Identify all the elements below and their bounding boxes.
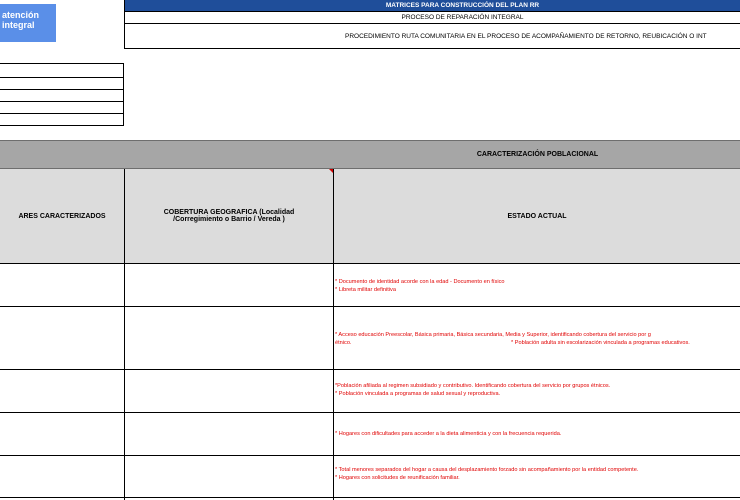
grid-hline bbox=[0, 497, 740, 498]
grid-vline bbox=[333, 169, 334, 500]
form-row-divider bbox=[0, 113, 123, 114]
form-row-divider bbox=[0, 89, 123, 90]
row-text: * Documento de identidad acorde con la edad - Documento en físico bbox=[335, 279, 505, 285]
header-subtitle: PROCESO DE REPARACIÓN INTEGRAL bbox=[124, 12, 740, 24]
form-box bbox=[0, 63, 124, 126]
row-text: * Libreta militar definitiva bbox=[335, 287, 396, 293]
row-text: * Hogares con dificultades para acceder a la dieta alimenticia y con la frecuencia requerida. bbox=[335, 431, 562, 437]
row-text: *Población afiliada al regimen subsidiado y contributivo. Identificando cobertura del servicio por grupos étnicos. bbox=[335, 383, 611, 389]
row-text: * Acceso educación Preescolar, Básica primaria, Básica secundaria, Media y Superior, identificando cobertura del servicio por g bbox=[335, 332, 651, 338]
logo-line1: atención bbox=[2, 10, 40, 20]
column-header-cobertura-line1: COBERTURA GEOGRAFICA (Localidad bbox=[163, 209, 295, 216]
column-header-hogares[interactable] bbox=[0, 169, 124, 264]
column-header-estado[interactable] bbox=[334, 169, 740, 264]
grid-hline bbox=[0, 412, 740, 413]
table-row[interactable] bbox=[335, 331, 740, 347]
grid-vline bbox=[124, 169, 125, 500]
header-title: MATRICES PARA CONSTRUCCIÓN DEL PLAN RR bbox=[124, 0, 740, 12]
grid-hline bbox=[0, 369, 740, 370]
header-procedure: PROCEDIMIENTO RUTA COMUNITARIA EN EL PROCESO DE ACOMPAÑAMIENTO DE RETORNO, REUBICACIÓN O INT bbox=[124, 24, 740, 49]
column-header-cobertura-line2: /Corregimiento o Barrio / Vereda ) bbox=[173, 216, 285, 223]
row-text: * Hogares con solicitudes de reunificación familiar. bbox=[335, 475, 460, 481]
table-row[interactable] bbox=[335, 466, 740, 482]
table-row[interactable] bbox=[335, 382, 740, 398]
row-text: * Población vinculada a programas de salud sexual y reproductiva. bbox=[335, 391, 501, 397]
row-text: étnico. bbox=[335, 340, 352, 346]
logo bbox=[0, 4, 56, 42]
column-header-estado-label: ESTADO ACTUAL bbox=[507, 212, 567, 220]
section-title: CARACTERIZACIÓN POBLACIONAL bbox=[476, 151, 599, 158]
logo-line2: integral bbox=[2, 20, 35, 30]
row-text: * Total menores separados del hogar a causa del desplazamiento forzado sin acompañamiento por la entidad competente. bbox=[335, 467, 639, 473]
form-row-divider bbox=[0, 77, 123, 78]
form-row-divider bbox=[0, 101, 123, 102]
row-text: * Población adulta sin escolarización vinculada a programas educativos. bbox=[511, 340, 690, 346]
table-row[interactable] bbox=[335, 278, 740, 294]
grid-hline bbox=[0, 306, 740, 307]
column-header-hogares-label: ARES CARACTERIZADOS bbox=[18, 212, 106, 220]
table-row[interactable] bbox=[335, 430, 740, 438]
column-header-cobertura[interactable] bbox=[124, 169, 334, 264]
grid-hline bbox=[0, 455, 740, 456]
